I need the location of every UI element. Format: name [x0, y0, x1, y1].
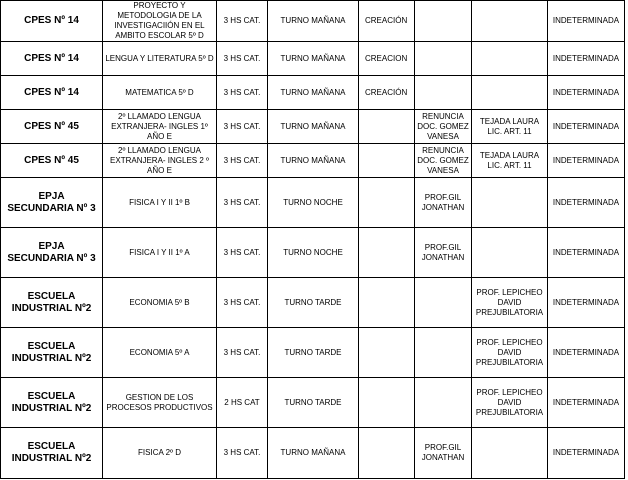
subject-cell: MATEMATICA 5º D	[103, 76, 217, 110]
reason-cell	[359, 378, 415, 428]
reason-cell	[359, 328, 415, 378]
institution-cell: CPES Nº 45	[1, 144, 103, 178]
notes-cell: TEJADA LAURA LIC. ART. 11	[472, 110, 548, 144]
condition-cell: INDETERMINADA	[548, 378, 625, 428]
reason-cell: CREACION	[359, 42, 415, 76]
shift-cell: TURNO MAÑANA	[268, 144, 359, 178]
previous-holder-cell	[415, 328, 472, 378]
shift-cell: TURNO MAÑANA	[268, 76, 359, 110]
notes-cell: PROF. LEPICHEO DAVID PREJUBILATORIA	[472, 278, 548, 328]
hours-cell: 3 HS CAT.	[217, 1, 268, 42]
hours-cell: 3 HS CAT.	[217, 228, 268, 278]
condition-cell: INDETERMINADA	[548, 76, 625, 110]
previous-holder-cell	[415, 1, 472, 42]
table-row	[1, 144, 625, 178]
reason-cell: CREACIÓN	[359, 1, 415, 42]
condition-cell: INDETERMINADA	[548, 328, 625, 378]
table-row	[1, 428, 625, 479]
previous-holder-cell: RENUNCIA DOC. GOMEZ VANESA	[415, 144, 472, 178]
notes-cell: PROF. LEPICHEO DAVID PREJUBILATORIA	[472, 328, 548, 378]
condition-cell: INDETERMINADA	[548, 178, 625, 228]
hours-cell: 3 HS CAT.	[217, 178, 268, 228]
shift-cell: TURNO TARDE	[268, 278, 359, 328]
condition-cell: INDETERMINADA	[548, 42, 625, 76]
subject-cell: PROYECTO Y METODOLOGIA DE LA INVESTIGACIIÓN EN EL AMBITO ESCOLAR 5º D	[103, 1, 217, 42]
notes-cell	[472, 228, 548, 278]
shift-cell: TURNO MAÑANA	[268, 428, 359, 479]
condition-cell: INDETERMINADA	[548, 110, 625, 144]
institution-cell: EPJA SECUNDARIA Nº 3	[1, 178, 103, 228]
shift-cell: TURNO MAÑANA	[268, 42, 359, 76]
institution-cell: ESCUELA INDUSTRIAL Nº2	[1, 428, 103, 479]
institution-cell: ESCUELA INDUSTRIAL Nº2	[1, 328, 103, 378]
institution-cell: EPJA SECUNDARIA Nº 3	[1, 228, 103, 278]
reason-cell	[359, 110, 415, 144]
reason-cell: CREACIÓN	[359, 76, 415, 110]
hours-cell: 3 HS CAT.	[217, 428, 268, 479]
shift-cell: TURNO TARDE	[268, 328, 359, 378]
condition-cell: INDETERMINADA	[548, 228, 625, 278]
previous-holder-cell: PROF.GIL JONATHAN	[415, 178, 472, 228]
hours-cell: 3 HS CAT.	[217, 76, 268, 110]
previous-holder-cell	[415, 76, 472, 110]
table-row	[1, 110, 625, 144]
subject-cell: FISICA I Y II 1º B	[103, 178, 217, 228]
previous-holder-cell: PROF.GIL JONATHAN	[415, 228, 472, 278]
hours-cell: 3 HS CAT.	[217, 110, 268, 144]
subject-cell: FISICA 2º D	[103, 428, 217, 479]
table-row	[1, 328, 625, 378]
subject-cell: 2º LLAMADO LENGUA EXTRANJERA- INGLES 2 º AÑO E	[103, 144, 217, 178]
institution-cell: ESCUELA INDUSTRIAL Nº2	[1, 278, 103, 328]
hours-cell: 3 HS CAT.	[217, 278, 268, 328]
table-row	[1, 378, 625, 428]
reason-cell	[359, 178, 415, 228]
hours-cell: 3 HS CAT.	[217, 328, 268, 378]
institution-cell: ESCUELA INDUSTRIAL Nº2	[1, 378, 103, 428]
shift-cell: TURNO NOCHE	[268, 178, 359, 228]
hours-cell: 3 HS CAT.	[217, 144, 268, 178]
table-row	[1, 76, 625, 110]
notes-cell: TEJADA LAURA LIC. ART. 11	[472, 144, 548, 178]
subject-cell: ECONOMIA 5º A	[103, 328, 217, 378]
shift-cell: TURNO MAÑANA	[268, 110, 359, 144]
table-row	[1, 228, 625, 278]
shift-cell: TURNO TARDE	[268, 378, 359, 428]
shift-cell: TURNO NOCHE	[268, 228, 359, 278]
notes-cell	[472, 1, 548, 42]
condition-cell: INDETERMINADA	[548, 428, 625, 479]
notes-cell	[472, 76, 548, 110]
notes-cell	[472, 428, 548, 479]
subject-cell: FISICA I Y II 1º A	[103, 228, 217, 278]
hours-cell: 3 HS CAT.	[217, 42, 268, 76]
institution-cell: CPES Nº 14	[1, 42, 103, 76]
reason-cell	[359, 278, 415, 328]
subject-cell: GESTION DE LOS PROCESOS PRODUCTIVOS	[103, 378, 217, 428]
table-row	[1, 278, 625, 328]
previous-holder-cell	[415, 42, 472, 76]
institution-cell: CPES Nº 14	[1, 76, 103, 110]
hours-cell: 2 HS CAT	[217, 378, 268, 428]
subject-cell: ECONOMIA 5º B	[103, 278, 217, 328]
condition-cell: INDETERMINADA	[548, 144, 625, 178]
previous-holder-cell	[415, 278, 472, 328]
institution-cell: CPES Nº 14	[1, 1, 103, 42]
notes-cell	[472, 42, 548, 76]
institution-cell: CPES Nº 45	[1, 110, 103, 144]
table-row	[1, 178, 625, 228]
subject-cell: 2º LLAMADO LENGUA EXTRANJERA- INGLES 1º AÑO E	[103, 110, 217, 144]
condition-cell: INDETERMINADA	[548, 278, 625, 328]
subject-cell: LENGUA Y LITERATURA 5º D	[103, 42, 217, 76]
previous-holder-cell: RENUNCIA DOC. GOMEZ VANESA	[415, 110, 472, 144]
table-row	[1, 1, 625, 42]
notes-cell	[472, 178, 548, 228]
reason-cell	[359, 228, 415, 278]
previous-holder-cell: PROF.GIL JONATHAN	[415, 428, 472, 479]
reason-cell	[359, 144, 415, 178]
previous-holder-cell	[415, 378, 472, 428]
notes-cell: PROF. LEPICHEO DAVID PREJUBILATORIA	[472, 378, 548, 428]
table-row	[1, 42, 625, 76]
reason-cell	[359, 428, 415, 479]
condition-cell: INDETERMINADA	[548, 1, 625, 42]
shift-cell: TURNO MAÑANA	[268, 1, 359, 42]
